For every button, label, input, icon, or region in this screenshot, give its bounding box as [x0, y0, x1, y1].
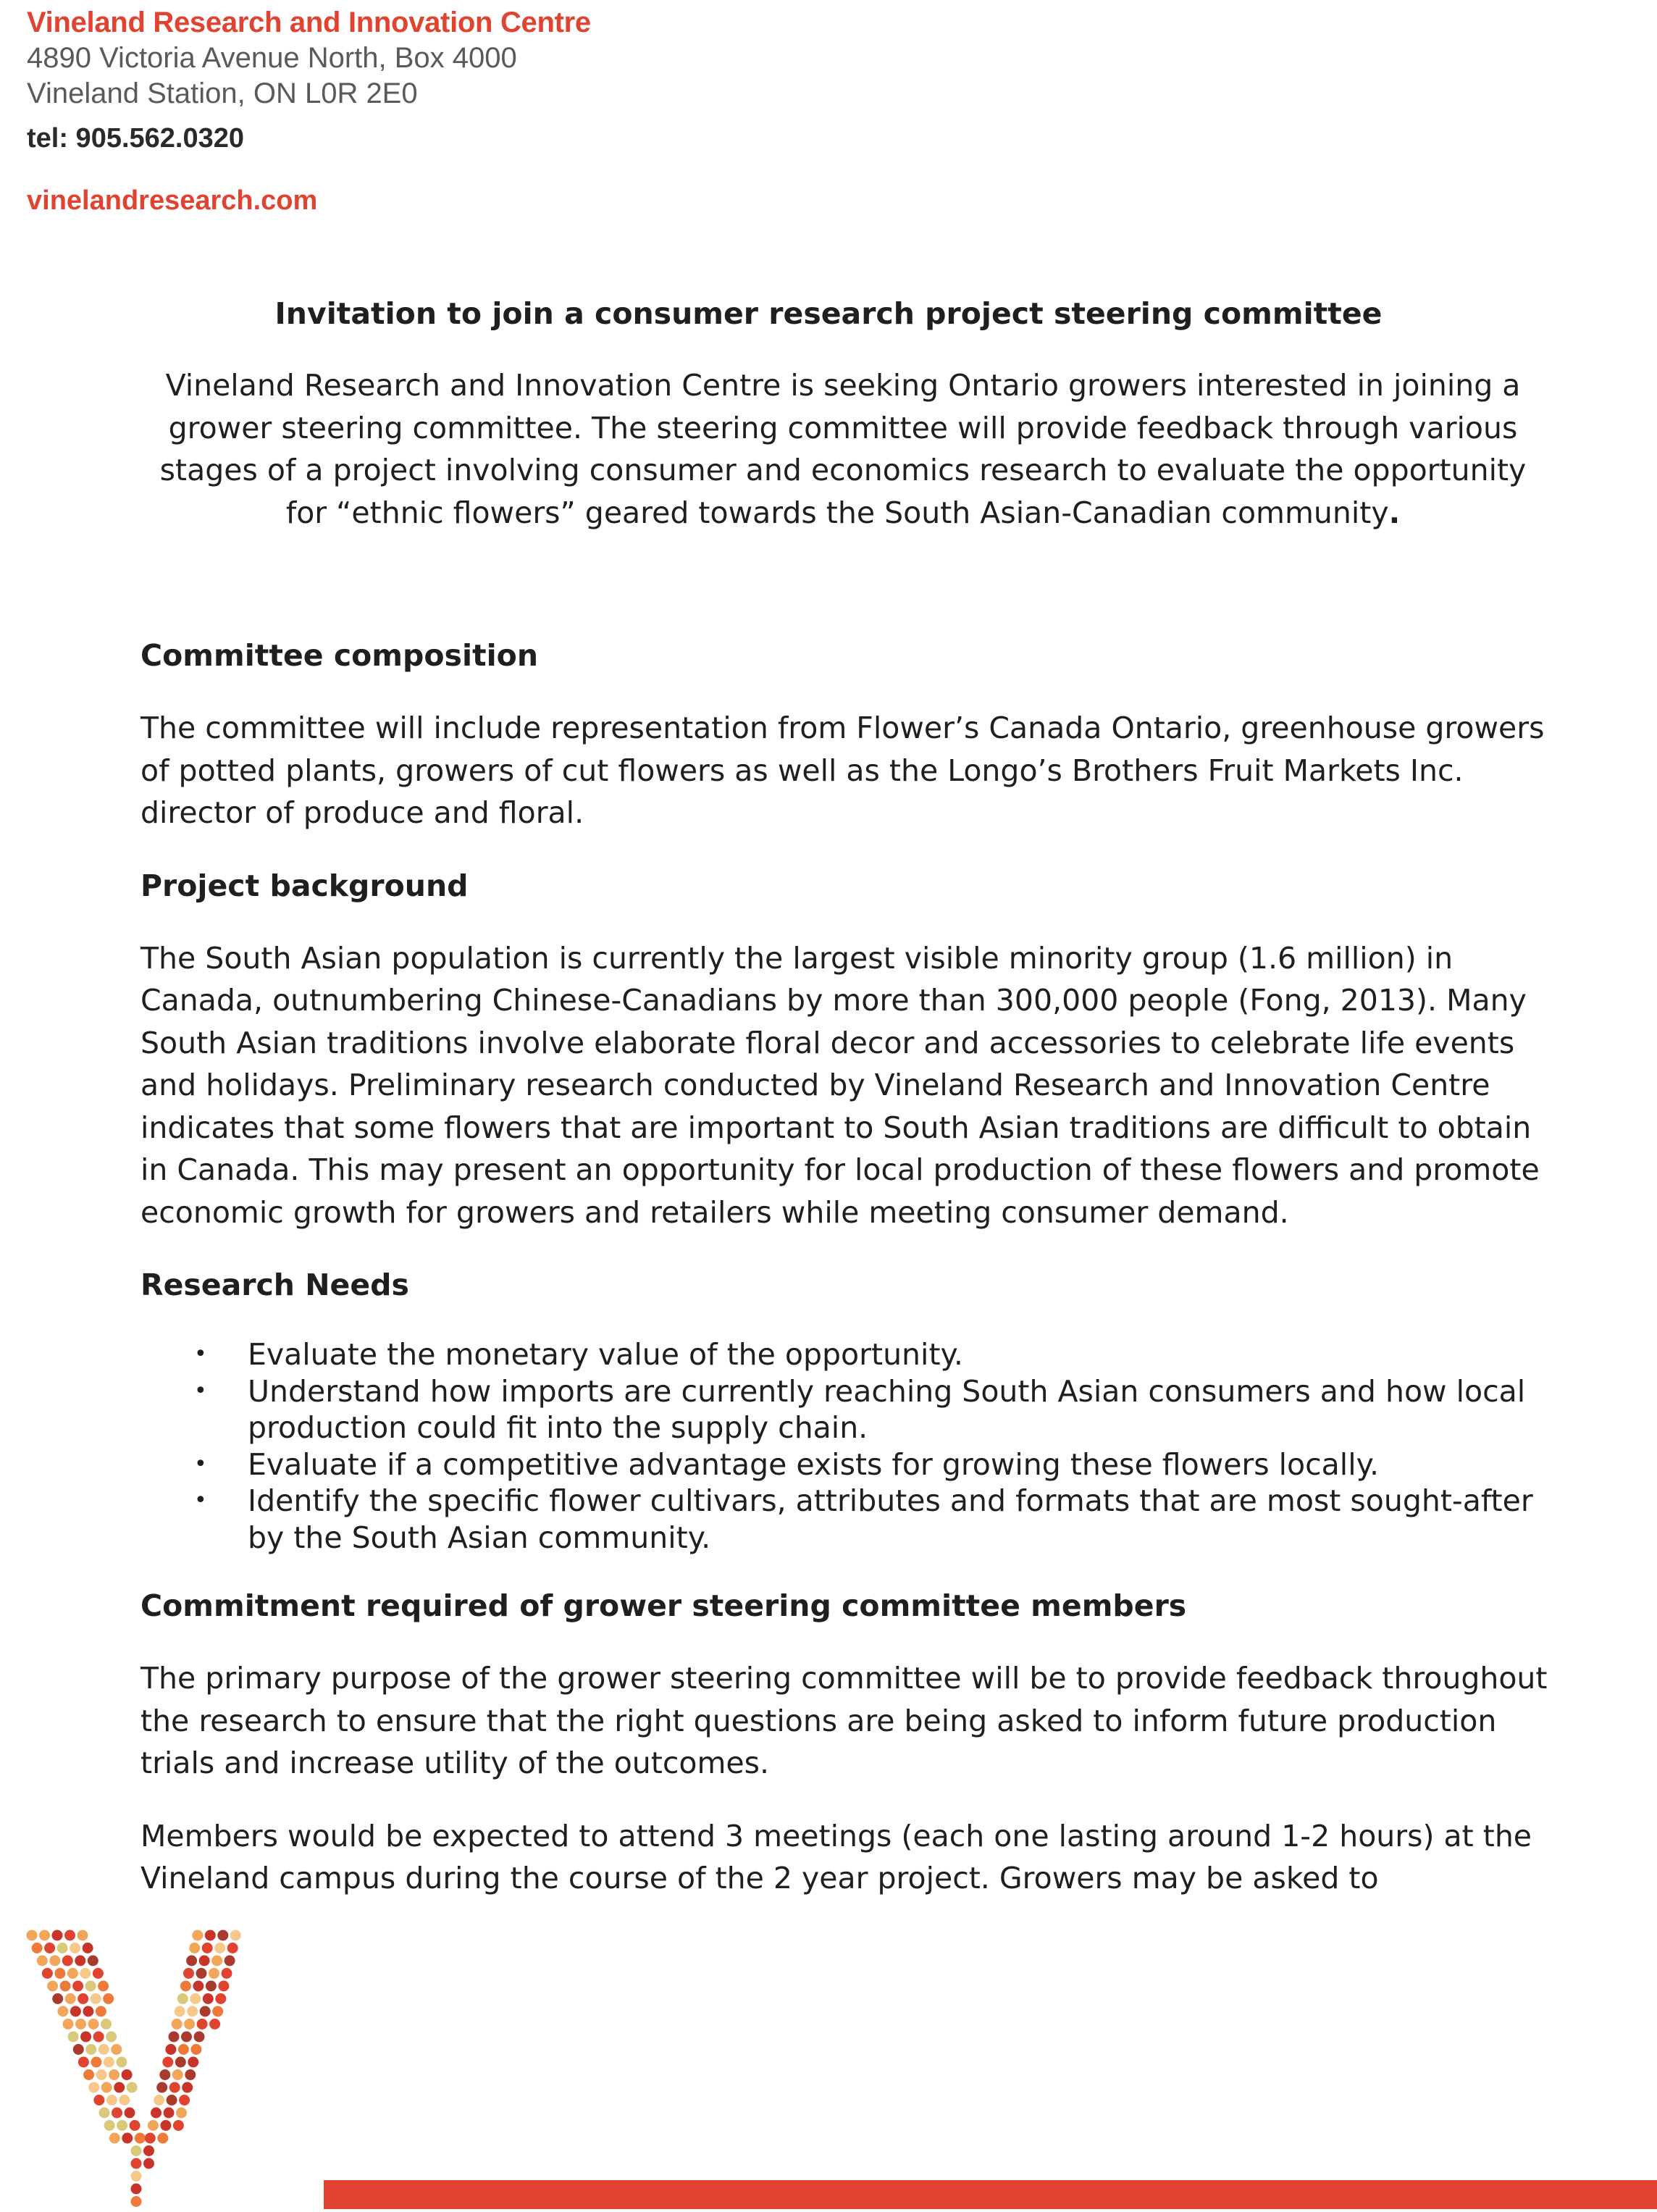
list-item-text: Identify the specific flower cultivars, attributes and formats that are most sought-after by the South Asian community.	[248, 1483, 1533, 1555]
logo-dot	[122, 2069, 133, 2080]
logo-dot	[60, 1981, 71, 1992]
logo-dot	[176, 2108, 187, 2119]
list-item-text: Evaluate the monetary value of the opportunity.	[248, 1337, 963, 1372]
logo-dot	[131, 2145, 142, 2156]
logo-dot	[199, 1956, 210, 1966]
logo-dot	[222, 1968, 232, 1979]
logo-dot	[202, 1943, 213, 1953]
logo-dot	[37, 1956, 48, 1966]
logo-dot	[39, 1930, 50, 1941]
logo-dot	[96, 2069, 107, 2080]
intro-text: Vineland Research and Innovation Centre is seeking Ontario growers interested in joining a grower steering committee. The steering committee will provide feedback through various stages of a project involving consumer and economics research to evaluate the opportunity for “ethnic flowers” geared towards the South Asian-Canadian community	[159, 368, 1527, 530]
telephone: tel: 905.562.0320	[27, 123, 245, 154]
logo-dot	[98, 1981, 109, 1992]
logo-dot	[167, 2095, 177, 2106]
logo-dot	[62, 1956, 73, 1966]
logo-dot	[42, 1968, 53, 1979]
logo-dot	[88, 2019, 99, 2029]
logo-dot	[131, 2196, 142, 2207]
dotted-v-logo-icon	[22, 1927, 253, 2209]
list-item	[140, 1446, 1553, 1483]
composition-paragraph: The committee will include representation from Flower’s Canada Ontario, greenhouse growers of potted plants, growers of cut flowers as well as the Longo’s Brothers Fruit Markets Inc. director of produce and floral.	[140, 711, 1545, 830]
logo-dot	[119, 2095, 130, 2106]
logo-dot	[103, 1993, 114, 2004]
logo-dot	[117, 2120, 127, 2131]
logo-dot	[88, 2082, 99, 2093]
logo-dot	[80, 1968, 91, 1979]
logo-dot	[68, 2032, 79, 2043]
logo-dot	[104, 2120, 115, 2131]
logo-dot	[212, 2006, 223, 2017]
logo-dot	[169, 2032, 180, 2043]
logo-dot	[75, 2019, 86, 2029]
logo-dot	[54, 1968, 65, 1979]
logo-dot	[209, 2019, 220, 2029]
logo-dot	[57, 1943, 68, 1953]
logo-dot	[72, 1981, 83, 1992]
logo-dot	[32, 1943, 43, 1953]
logo-dot	[109, 2069, 119, 2080]
logo-dot	[114, 2082, 125, 2093]
logo-dot	[67, 1968, 78, 1979]
bullet-icon: •	[194, 1451, 207, 1477]
logo-dot	[214, 1943, 225, 1953]
logo-dot	[131, 2184, 142, 2195]
logo-dot	[185, 2069, 196, 2080]
logo-dot	[160, 2120, 171, 2131]
logo-dot	[218, 1981, 229, 1992]
logo-dot	[173, 2120, 184, 2131]
logo-dot	[159, 2069, 170, 2080]
logo-dot	[127, 2082, 138, 2093]
list-item	[140, 1373, 1553, 1446]
address-line-2: Vineland Station, ON L0R 2E0	[27, 77, 418, 109]
logo-dot	[227, 1943, 238, 1953]
logo-dot	[209, 1968, 219, 1979]
logo-dot	[47, 1981, 58, 1992]
logo-dot	[104, 2057, 114, 2068]
bullet-icon: •	[194, 1378, 207, 1404]
logo-dot	[64, 1930, 75, 1941]
logo-dot	[225, 1956, 235, 1966]
logo-dot	[157, 2133, 168, 2144]
list-item	[140, 1336, 1553, 1373]
logo-dot	[131, 2158, 142, 2169]
logo-dot	[230, 1930, 241, 1941]
logo-dot	[143, 2145, 154, 2156]
logo-dot	[111, 2044, 122, 2055]
section-heading-background: Project background	[140, 868, 469, 903]
section-heading-commitment: Commitment required of grower steering committee members	[140, 1588, 1187, 1623]
logo-dot	[77, 1993, 88, 2004]
logo-dot	[98, 2044, 109, 2055]
logo-dot	[156, 2082, 167, 2093]
list-item-text: Understand how imports are currently reaching South Asian consumers and how local production could fit into the supply chain.	[248, 1373, 1526, 1445]
logo-dot	[85, 1981, 96, 1992]
logo-dot	[96, 2006, 106, 2017]
logo-dot	[197, 2019, 208, 2029]
intro-paragraph	[141, 364, 1545, 534]
org-name: Vineland Research and Innovation Centre	[27, 7, 591, 38]
logo-dot	[116, 2057, 127, 2068]
logo-dot	[196, 1968, 207, 1979]
logo-dot	[145, 2133, 156, 2144]
section-heading-composition: Committee composition	[140, 638, 539, 673]
section-heading-research-needs: Research Needs	[140, 1268, 409, 1302]
logo-dot	[203, 1993, 214, 2004]
logo-dot	[143, 2158, 154, 2169]
logo-dot	[165, 2044, 176, 2055]
logo-dot	[187, 2006, 198, 2017]
address-line-1: 4890 Victoria Avenue North, Box 4000	[27, 42, 517, 74]
logo-dot	[172, 2019, 183, 2029]
logo-dot	[83, 1943, 93, 1953]
logo-dot	[154, 2095, 164, 2106]
bullet-icon: •	[194, 1341, 207, 1367]
logo-dot	[175, 2006, 185, 2017]
logo-dot	[193, 1981, 204, 1992]
logo-dot	[27, 1930, 38, 1941]
list-item-text: Evaluate if a competitive advantage exists for growing these flowers locally.	[248, 1446, 1380, 1482]
logo-dot	[70, 2006, 81, 2017]
logo-dot	[175, 2057, 186, 2068]
logo-dot	[106, 2032, 117, 2043]
logo-dot	[52, 1993, 63, 2004]
logo-dot	[188, 2057, 198, 2068]
logo-dot	[70, 1943, 80, 1953]
logo-dot	[93, 2032, 104, 2043]
logo-dot	[91, 2057, 101, 2068]
logo-dot	[109, 2133, 120, 2144]
logo-dot	[93, 2095, 104, 2106]
logo-dot	[215, 1993, 226, 2004]
logo-dot	[178, 2044, 189, 2055]
logo-dot	[135, 2133, 146, 2144]
logo-dot	[80, 2032, 91, 2043]
commitment-paragraph-2: Members would be expected to attend 3 meetings (each one lasting around 1-2 hours) at the Vineland campus during the course of the 2 year project. Growers may be asked to	[140, 1818, 1532, 1895]
logo-dot	[49, 1956, 60, 1966]
logo-dot	[106, 2095, 117, 2106]
logo-dot	[63, 2019, 74, 2029]
footer-bar	[324, 2180, 1657, 2209]
logo-dot	[217, 1930, 228, 1941]
logo-dot	[78, 2057, 89, 2068]
vineland-logo-icon	[22, 1927, 253, 2209]
logo-dot	[194, 2032, 205, 2043]
logo-dot	[83, 2006, 93, 2017]
logo-dot	[211, 1956, 222, 1966]
logo-dot	[148, 2120, 159, 2131]
logo-dot	[83, 2069, 94, 2080]
logo-dot	[99, 2108, 110, 2119]
logo-dot	[180, 1981, 191, 1992]
logo-dot	[164, 2108, 175, 2119]
logo-dot	[130, 2120, 140, 2131]
logo-dot	[77, 1930, 88, 1941]
logo-dot	[73, 2044, 84, 2055]
document-body	[140, 634, 1553, 1930]
logo-dot	[179, 2095, 190, 2106]
logo-dot	[44, 1943, 55, 1953]
logo-dot	[206, 1981, 217, 1992]
intro-end-mark: .	[1388, 495, 1401, 530]
logo-dot	[57, 2006, 68, 2017]
logo-dot	[189, 1943, 200, 1953]
letterhead-block	[27, 4, 591, 219]
logo-dot	[125, 2108, 135, 2119]
background-paragraph: The South Asian population is currently the largest visible minority group (1.6 million) in Canada, outnumbering Chinese-Canadians by more than 300,000 people (Fong, 2013). Many South Asian traditions involve elaborate floral decor and accessories to celebrate life events and holidays. Preliminary research conducted by Vineland Research and Innovation Centre indicates that some flowers that are important to South Asian traditions are difficult to obtain in Canada. This may present an opportunity for local production of these flowers and promote economic growth for growers and retailers while meeting consumer demand.	[140, 940, 1540, 1230]
logo-dot	[112, 2108, 122, 2119]
logo-dot	[190, 2044, 201, 2055]
logo-dot	[151, 2108, 161, 2119]
logo-dot	[101, 2082, 112, 2093]
logo-dot	[177, 1993, 188, 2004]
website-link[interactable]: vinelandresearch.com	[27, 185, 318, 216]
logo-dot	[169, 2082, 180, 2093]
bullet-icon: •	[194, 1488, 207, 1513]
logo-dot	[200, 2006, 211, 2017]
commitment-paragraph-1: The primary purpose of the grower steering committee will be to provide feedback throughout the research to ensure that the right questions are being asked to inform future production trials and increase utility of the outcomes.	[140, 1661, 1548, 1780]
list-item	[140, 1483, 1553, 1556]
logo-dot	[186, 1956, 197, 1966]
logo-dot	[101, 2019, 112, 2029]
logo-dot	[181, 2032, 192, 2043]
logo-dot	[91, 1993, 101, 2004]
logo-dot	[88, 1956, 98, 1966]
logo-dot	[162, 2057, 173, 2068]
logo-dot	[52, 1930, 63, 1941]
logo-dot	[93, 1968, 104, 1979]
logo-dot	[182, 2082, 193, 2093]
logo-dot	[122, 2133, 133, 2144]
logo-dot	[75, 1956, 85, 1966]
logo-dot	[190, 1993, 201, 2004]
logo-dot	[184, 2019, 195, 2029]
logo-dot	[131, 2171, 142, 2182]
logo-dot	[172, 2069, 183, 2080]
logo-dot	[192, 1930, 203, 1941]
logo-dot	[85, 2044, 96, 2055]
logo-dot	[183, 1968, 194, 1979]
research-needs-list	[140, 1336, 1553, 1556]
logo-dot	[205, 1930, 216, 1941]
document-title: Invitation to join a consumer research project steering committee	[274, 296, 1383, 331]
logo-dot	[65, 1993, 76, 2004]
